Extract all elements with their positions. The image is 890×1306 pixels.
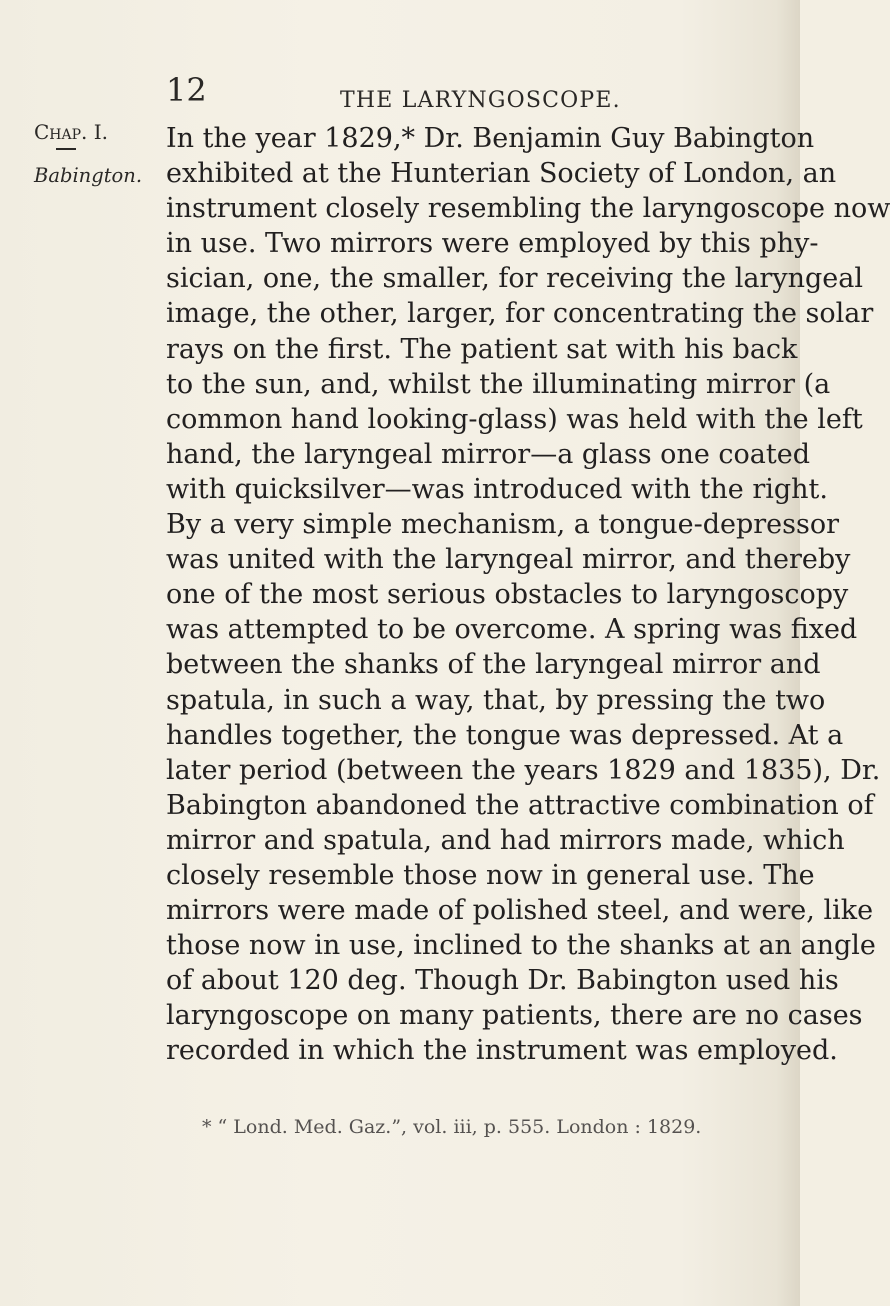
body-line: with quicksilver—was introduced with the right. <box>166 473 828 505</box>
body-line: mirror and spatula, and had mirrors made, which <box>166 824 845 856</box>
body-line: recorded in which the instrument was employed. <box>166 1035 838 1067</box>
body-line: handles together, the tongue was depressed. At a <box>166 719 844 751</box>
body-line: in use. Two mirrors were employed by this phy- <box>166 228 819 260</box>
body-line: laryngoscope on many patients, there are no cases <box>166 1000 863 1032</box>
body-paragraph <box>166 121 890 1069</box>
body-line: sician, one, the smaller, for receiving the laryngeal <box>166 263 863 295</box>
body-line: was attempted to be overcome. A spring was fixed <box>166 614 858 646</box>
footnote: * “ Lond. Med. Gaz.”, vol. iii, p. 555. London : 1829. <box>202 1116 702 1138</box>
body-line: exhibited at the Hunterian Society of London, an <box>166 158 837 190</box>
running-head: THE LARYNGOSCOPE. <box>340 88 621 113</box>
body-line: instrument closely resembling the laryngoscope now <box>166 193 890 225</box>
page-number: 12 <box>166 71 207 109</box>
body-line: closely resemble those now in general use. The <box>166 859 815 891</box>
body-line: image, the other, larger, for concentrating the solar <box>166 298 874 330</box>
side-note-babington: Babington. <box>34 164 143 187</box>
body-line: to the sun, and, whilst the illuminating mirror (a <box>166 368 831 400</box>
body-line: rays on the first. The patient sat with his back <box>166 333 798 365</box>
body-line: those now in use, inclined to the shanks at an angle <box>166 930 876 962</box>
body-line: By a very simple mechanism, a tongue-depressor <box>166 509 839 541</box>
chapter-marginal-note: Chap. I. <box>34 120 109 144</box>
body-line: hand, the laryngeal mirror—a glass one coated <box>166 438 810 470</box>
body-line: In the year 1829,* Dr. Benjamin Guy Babington <box>166 123 815 154</box>
body-line: spatula, in such a way, that, by pressing the two <box>166 684 826 716</box>
body-line: one of the most serious obstacles to laryngoscopy <box>166 579 849 611</box>
body-line: later period (between the years 1829 and 1835), Dr. <box>166 754 881 786</box>
body-line: mirrors were made of polished steel, and were, like <box>166 895 874 927</box>
chapter-rule <box>56 148 76 150</box>
body-line: was united with the laryngeal mirror, and thereby <box>166 544 851 576</box>
body-line: of about 120 deg. Though Dr. Babington used his <box>166 965 839 997</box>
body-line: Babington abandoned the attractive combination of <box>166 789 874 821</box>
body-line: common hand looking-glass) was held with the left <box>166 403 863 435</box>
body-line: between the shanks of the laryngeal mirror and <box>166 649 821 681</box>
